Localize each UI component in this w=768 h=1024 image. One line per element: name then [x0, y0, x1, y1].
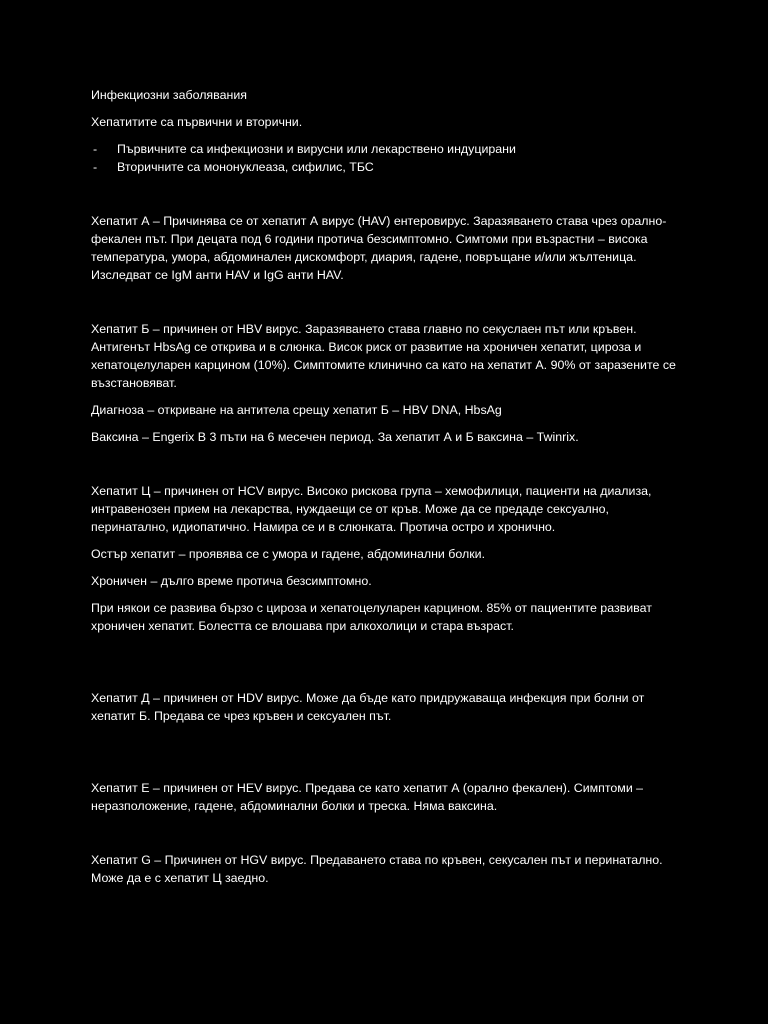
spacer: [91, 293, 681, 320]
list-item: [91, 140, 681, 158]
document-page: [91, 86, 681, 896]
spacer: [91, 185, 681, 212]
hepatitis-c-paragraph: Хепатит Ц – причинен от HCV вирус. Високо рискова група – хемофилици, пациенти на диализа, интравенозен прием на лекарства, нуждаещи се от кръв. Може да се предаде сексуално, перинатално, идиопатично. Намира се и в слюнката. Протича остро и хронично.: [91, 484, 652, 534]
hepatitis-g-paragraph: Хепатит G – Причинен от HGV вирус. Предаването става по кръвен, секусален път и перинатално. Може да е с хепатит Ц заедно.: [91, 853, 663, 885]
spacer: [91, 455, 681, 482]
hepatitis-a-paragraph: Хепатит А – Причинява се от хепатит А вирус (HAV) ентеровирус. Заразяването става чрез орално-фекален път. При децата под 6 години протича безсимптомно. Симтоми при възрастни – висока температура, умора, абдоминален дискомфорт, диария, гадене, повръщане и/или жълтеница. Изследват се IgM анти HAV и IgG анти HAV.: [91, 214, 667, 282]
hepatitis-b-paragraph: Хепатит Б – причинен от HBV вирус. Заразяването става главно по секуслаен път или кръвен. Антигенът HbsAg се открива и в слюнка. Висок риск от развитие на хроничен хепатит, цироза и хепатоцелуларен карцином (10%). Симптомите клинично са като на хепатит А. 90% от заразените се възстановяват.: [91, 322, 676, 390]
hepatitis-b-diagnosis: Диагноза – откриване на антитела срещу хепатит Б – HBV DNA, HbsAg: [91, 403, 502, 417]
list-item: [91, 158, 681, 176]
list-item-text: Първичните са инфекциозни и вирусни или лекарствено индуцирани: [117, 142, 516, 156]
hepatitis-b-vaccine: Ваксина – Engerix B 3 пъти на 6 месечен период. За хепатит А и Б ваксина – Twinrix.: [91, 430, 579, 444]
list-dash: -: [93, 142, 98, 156]
list-item-text: Вторичните са мононуклеаза, сифилис, ТБС: [117, 160, 374, 174]
hepatitis-c-progression: При някои се развива бързо с цироза и хепатоцелуларен карцином. 85% от пациентите развиват хроничен хепатит. Болестта се влошава при алкохолици и стара възраст.: [91, 601, 652, 633]
spacer: [91, 824, 681, 851]
document-title: Инфекциозни заболявания: [91, 88, 247, 102]
list-dash: -: [93, 160, 98, 174]
spacer: [91, 734, 681, 779]
hepatitis-types-list: [91, 140, 681, 176]
hepatitis-c-chronic: Хроничен – дълго време протича безсимптомно.: [91, 574, 372, 588]
hepatitis-e-paragraph: Хепатит Е – причинен от HEV вирус. Предава се като хепатит А (орално фекален). Симптоми – неразположение, гадене, абдоминални болки и треска. Няма ваксина.: [91, 781, 644, 813]
hepatitis-d-paragraph: Хепатит Д – причинен от HDV вирус. Може да бъде като придружаваща инфекция при болни от хепатит Б. Предава се чрез кръвен и сексуален път.: [91, 691, 645, 723]
intro-paragraph: Хепатитите са първични и вторични.: [91, 115, 303, 129]
hepatitis-c-acute: Остър хепатит – проявява се с умора и гадене, абдоминални болки.: [91, 547, 486, 561]
spacer: [91, 644, 681, 689]
